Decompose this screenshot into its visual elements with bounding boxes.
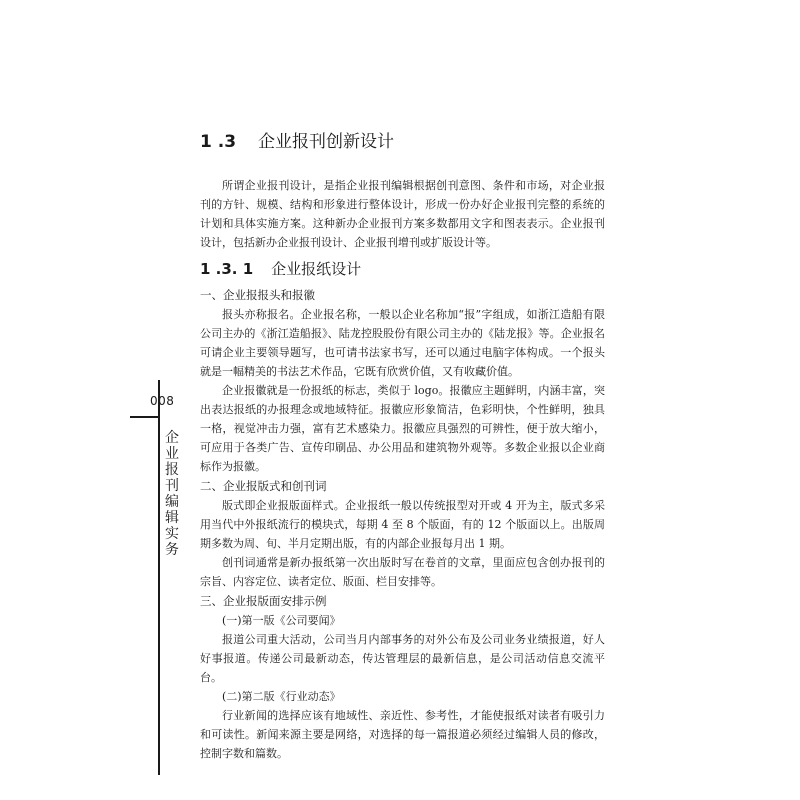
page-number: 008 [150, 394, 175, 408]
paragraph-layout: 版式即企业报版面样式。企业报纸一般以传统报型对开或 4 开为主，版式多采用当代中外报纸流行的模块式，每期 4 至 8 个版面，有的 12 个版面以上。出版周期多数为周、旬、半月定期出版，有的内部企业报每月出 1 期。 [200, 499, 605, 550]
section-title-text: 企业报刊创新设计 [258, 132, 395, 152]
section-number: 1 .3 [200, 132, 237, 152]
paragraph-emblem: 企业报徽就是一份报纸的标志，类似于 logo。报徽应主题鲜明，内涵丰富，突出表达报纸的办报理念或地域特征。报徽应形象简洁，色彩明快，个性鲜明，独具一格，视觉冲击力强，富有艺术感染力。报徽应具强烈的可辨性，便于放大缩小，可应用于各类广告、宣传印刷品、办公用品和建筑物外观等。多数企业报以企业商标作为报徽。 [200, 384, 605, 473]
subsection-title-text: 企业报纸设计 [271, 260, 362, 278]
paragraph-inaugural: 创刊词通常是新办报纸第一次出版时写在卷首的文章，里面应包含创办报刊的宗旨、内容定位、读者定位、版面、栏目安排等。 [200, 556, 605, 588]
paragraph-page2-title: (二)第二版《行业动态》 [222, 690, 341, 703]
paragraph-page1-body: 报道公司重大活动，公司当月内部事务的对外公布及公司业务业绩报道，好人好事报道。传递公司最新动态，传达管理层的最新信息，是公司活动信息交流平台。 [200, 633, 605, 684]
section-title [200, 130, 605, 154]
intro-paragraph: 所谓企业报刊设计，是指企业报刊编辑根据创刊意图、条件和市场，对企业报刊的方针、规模、结构和形象进行整体设计，形成一份办好企业报刊完整的系统的计划和具体实施方案。这种新办企业报刊方案多数都用文字和图表表示。企业报刊设计，包括新办企业报刊设计、企业报刊增刊或扩版设计等。 [200, 179, 605, 249]
page-number-rule [130, 416, 160, 418]
margin-rule [158, 380, 160, 775]
subsection-title [200, 258, 605, 280]
subsection-number: 1 .3. 1 [200, 260, 254, 278]
heading-masthead: 一、企业报报头和报徽 [200, 288, 315, 302]
heading-example: 三、企业报版面安排示例 [200, 594, 327, 608]
heading-layout: 二、企业报版式和创刊词 [200, 479, 327, 493]
running-title: 企业报刊编辑实务 [165, 430, 179, 558]
paragraph-page2-body: 行业新闻的选择应该有地域性、亲近性、参考性，才能使报纸对读者有吸引力和可读性。新闻来源主要是网络，对选择的每一篇报道必须经过编辑人员的修改，控制字数和篇数。 [200, 709, 605, 760]
paragraph-page1-title: (一)第一版《公司要闻》 [222, 614, 341, 627]
paragraph-masthead: 报头亦称报名。企业报名称，一般以企业名称加“报”字组成，如浙江造船有限公司主办的《浙江造船报》、陆龙控股股份有限公司主办的《陆龙报》等。企业报名可请企业主要领导题写，也可请书法家书写，还可以通过电脑字体构成。一个报头就是一幅精美的书法艺术作品，它既有欣赏价值，又有收藏价值。 [200, 308, 605, 378]
page-content [200, 130, 605, 763]
